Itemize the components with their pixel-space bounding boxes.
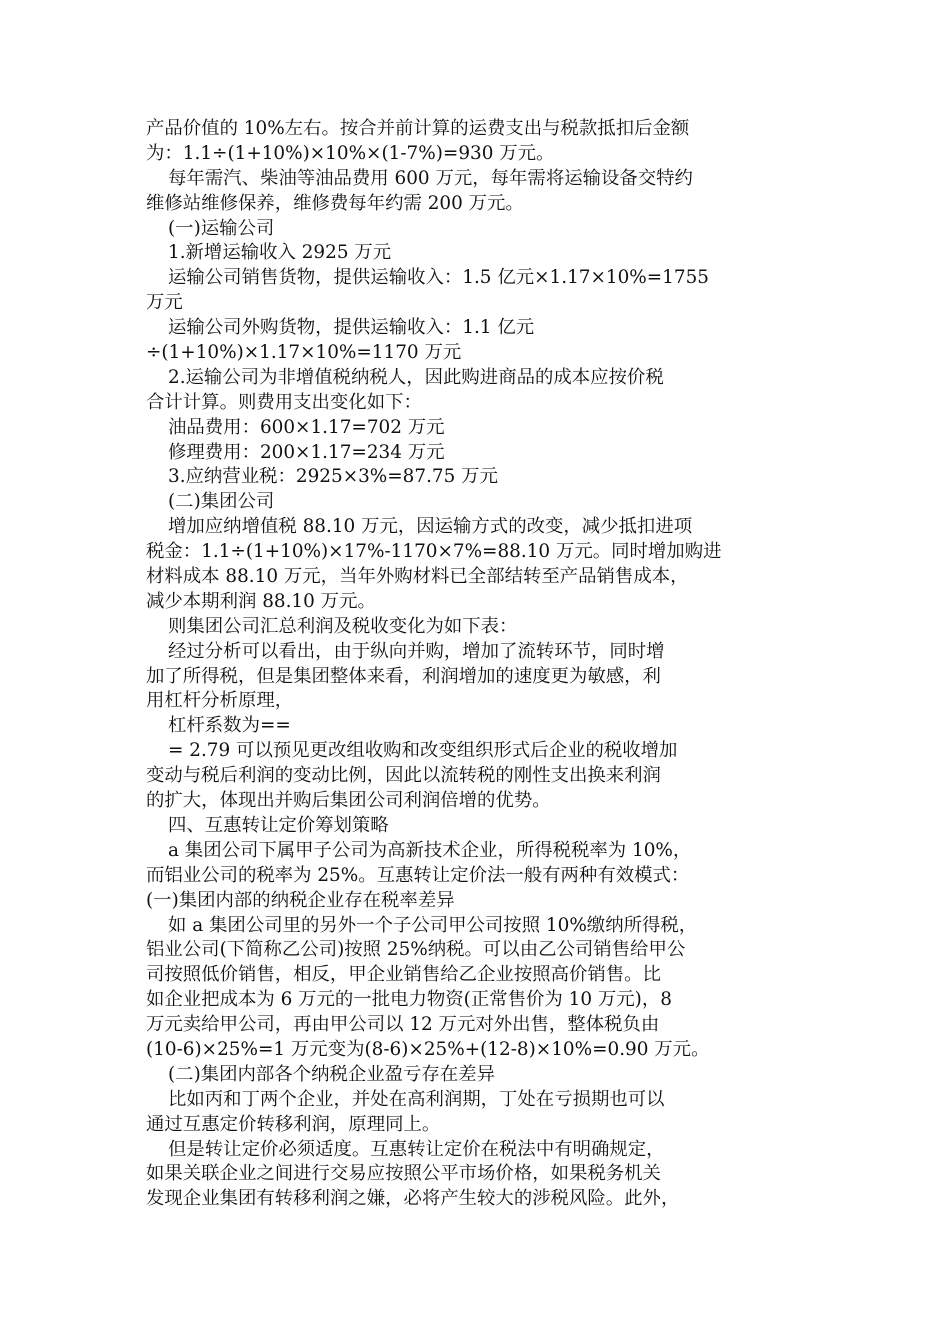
text-line: 而铝业公司的税率为 25%。互惠转让定价法一般有两种有效模式：: [146, 864, 690, 886]
section-heading: (二)集团公司: [168, 491, 275, 513]
text-line: a 集团公司下属甲子公司为高新技术企业，所得税税率为 10%，: [168, 839, 692, 861]
text-line: 变动与税后利润的变动比例，因此以流转税的刚性支出换来利润: [146, 765, 661, 787]
text-line: 经过分析可以看出，由于纵向并购，增加了流转环节，同时增: [168, 640, 665, 662]
text-line: 杠杆系数为==: [168, 715, 291, 737]
text-line: 万元: [146, 292, 183, 314]
text-line: 万元卖给甲公司，再由甲公司以 12 万元对外出售，整体税负由: [146, 1014, 660, 1036]
text-line: 1.新增运输收入 2925 万元: [168, 242, 392, 264]
text-line: 修理费用：200×1.17=234 万元: [168, 441, 445, 463]
text-line: 产品价值的 10%左右。按合并前计算的运费支出与税款抵扣后金额: [146, 118, 690, 139]
text-line: 为：1.1÷(1+10%)×10%×(1-7%)=930 万元。: [146, 142, 555, 164]
text-line: 2.运输公司为非增值税纳税人，因此购进商品的成本应按价税: [168, 366, 664, 388]
text-line: 维修站维修保养，维修费每年约需 200 万元。: [146, 192, 524, 214]
text-line: 用杠杆分析原理，: [146, 690, 294, 712]
text-line: 但是转让定价必须适度。互惠转让定价在税法中有明确规定，: [168, 1138, 665, 1160]
text-line: 减少本期利润 88.10 万元。: [146, 590, 376, 612]
section-heading: (二)集团内部各个纳税企业盈亏存在差异: [168, 1063, 495, 1085]
text-line: 运输公司外购货物，提供运输收入：1.1 亿元: [168, 317, 535, 339]
text-line: = 2.79 可以预见更改组收购和改变组织形式后企业的税收增加: [168, 740, 678, 762]
text-line: 3.应纳营业税：2925×3%=87.75 万元: [168, 466, 498, 488]
section-heading: 四、互惠转让定价筹划策略: [168, 814, 389, 836]
text-line: 司按照低价销售，相反，甲企业销售给乙企业按照高价销售。比: [146, 964, 661, 986]
text-line: 通过互惠定价转移利润，原理同上。: [146, 1113, 441, 1135]
text-line: 如果关联企业之间进行交易应按照公平市场价格，如果税务机关: [146, 1163, 661, 1185]
text-line: 的扩大，体现出并购后集团公司利润倍增的优势。: [146, 790, 551, 812]
text-line: 发现企业集团有转移利润之嫌，必将产生较大的涉税风险。此外，: [146, 1188, 680, 1210]
text-line: 比如丙和丁两个企业，并处在高利润期，丁处在亏损期也可以: [168, 1088, 665, 1110]
text-line: ÷(1+10%)×1.17×10%=1170 万元: [146, 342, 462, 364]
text-line: 税金：1.1÷(1+10%)×17%-1170×7%=88.10 万元。同时增加购进: [146, 541, 722, 563]
text-line: 如 a 集团公司里的另外一个子公司甲公司按照 10%缴纳所得税，: [168, 914, 698, 936]
text-line: 每年需汽、柴油等油品费用 600 万元，每年需将运输设备交特约: [168, 167, 693, 189]
text-line: (10-6)×25%=1 万元变为(8-6)×25%+(12-8)×10%=0.90 万元。: [146, 1038, 710, 1060]
text-line: 油品费用：600×1.17=702 万元: [168, 416, 445, 438]
text-line: 铝业公司(下简称乙公司)按照 25%纳税。可以由乙公司销售给甲公: [146, 939, 686, 961]
text-line: 如企业把成本为 6 万元的一批电力物资(正常售价为 10 万元)，8: [146, 989, 672, 1011]
document-body: [146, 117, 806, 1212]
section-heading: (一)集团内部的纳税企业存在税率差异: [146, 889, 455, 911]
text-line: 加了所得税，但是集团整体来看，利润增加的速度更为敏感，利: [146, 665, 661, 687]
text-line: 则集团公司汇总利润及税收变化为如下表：: [168, 615, 518, 637]
section-heading: (一)运输公司: [168, 217, 275, 239]
text-line: 增加应纳增值税 88.10 万元，因运输方式的改变，减少抵扣进项: [168, 516, 693, 538]
text-line: 材料成本 88.10 万元，当年外购材料已全部结转至产品销售成本，: [146, 566, 689, 588]
text-line: 合计计算。则费用支出变化如下：: [146, 391, 422, 413]
text-line: 运输公司销售货物，提供运输收入：1.5 亿元×1.17×10%=1755: [168, 267, 709, 289]
